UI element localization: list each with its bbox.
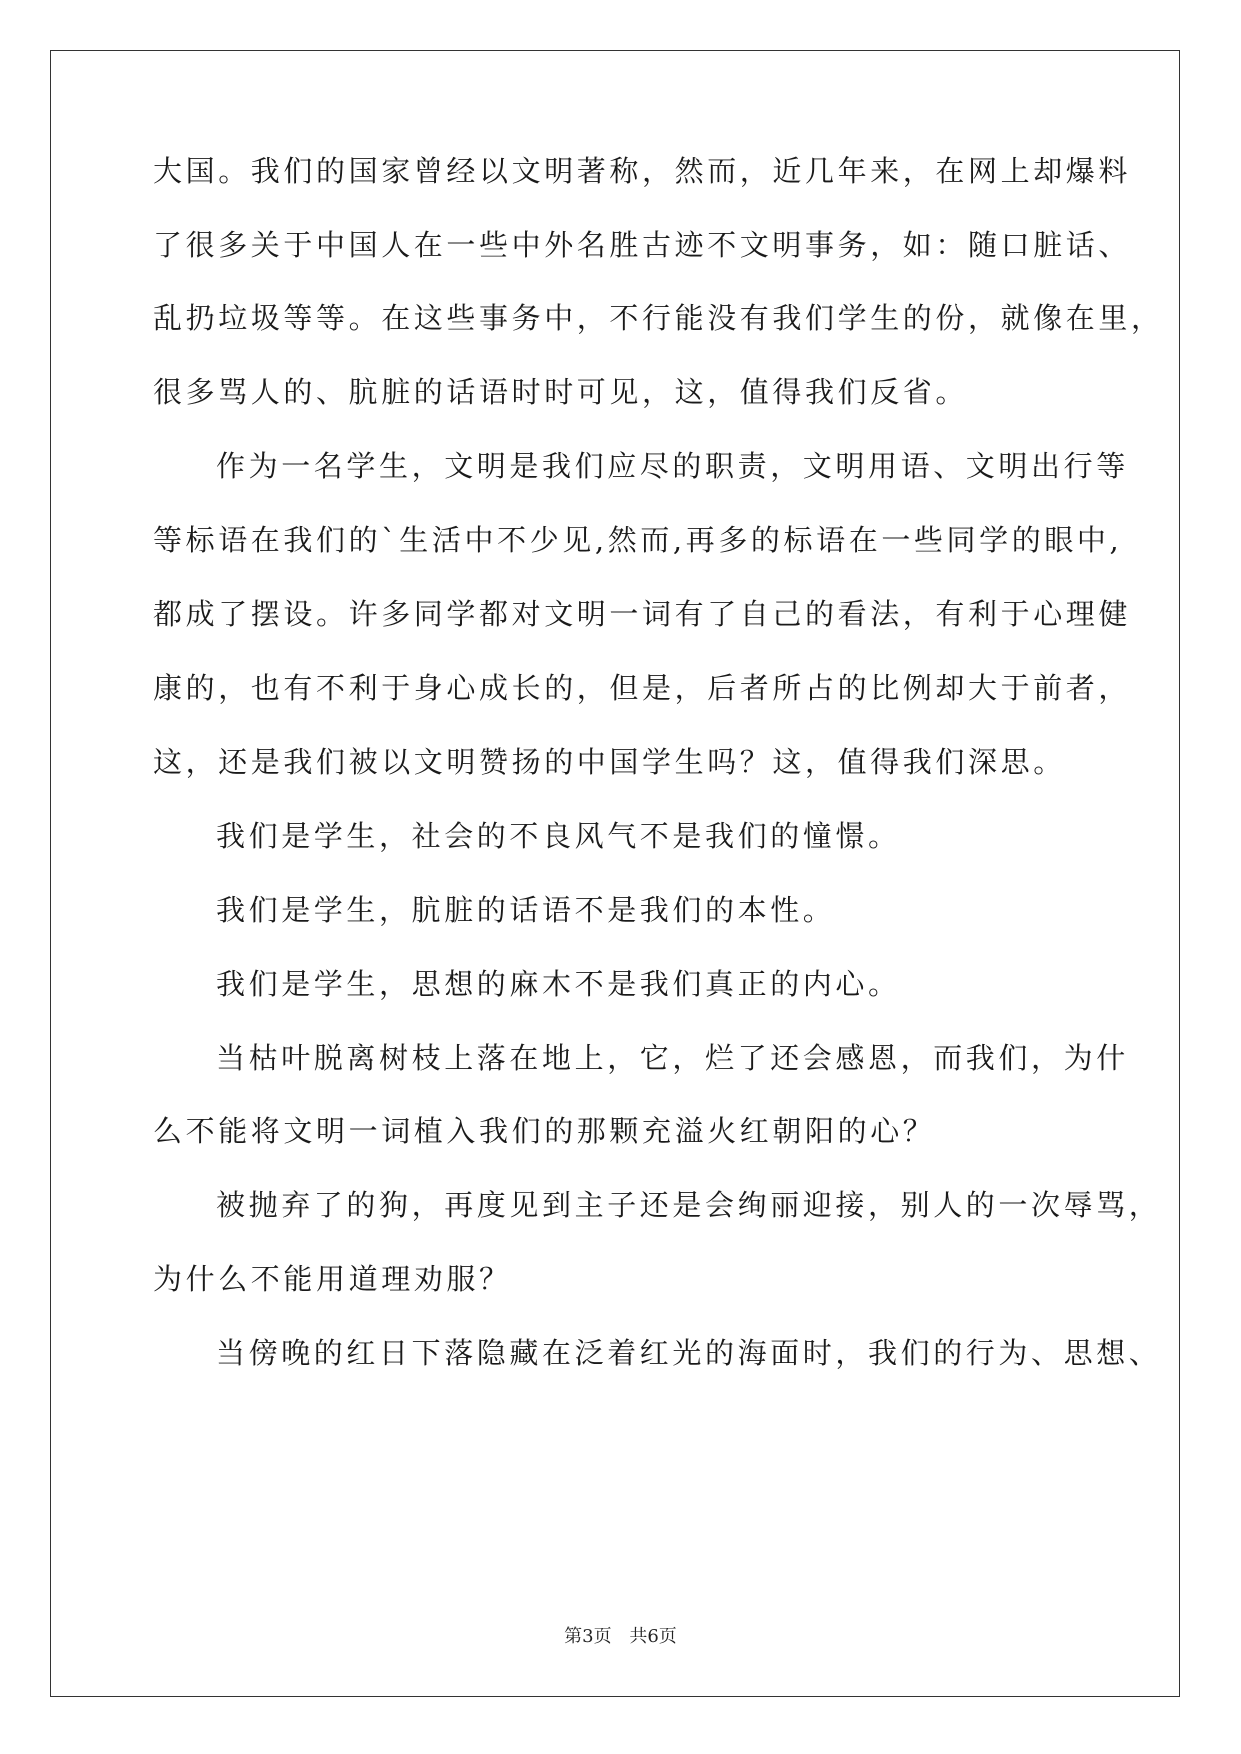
text-line: 乱扔垃圾等等。在这些事务中，不行能没有我们学生的份，就像在里，	[153, 301, 1164, 335]
text-line: 作为一名学生，文明是我们应尽的职责，文明用语、文明出行等	[216, 449, 1129, 483]
text-line: 大国。我们的国家曾经以文明著称，然而，近几年来，在网上却爆料	[153, 154, 1132, 188]
text-line: 等标语在我们的`生活中不少见,然而,再多的标语在一些同学的眼中,	[153, 523, 1123, 557]
page-footer	[0, 1622, 1241, 1648]
page-number-current: 第3页	[564, 1626, 612, 1647]
page-number-total: 共6页	[629, 1626, 677, 1647]
text-line: 都成了摆设。许多同学都对文明一词有了自己的看法，有利于心理健	[153, 597, 1132, 631]
text-line: 我们是学生，肮脏的话语不是我们的本性。	[216, 893, 836, 927]
text-line: 康的，也有不利于身心成长的，但是，后者所占的比例却大于前者，	[153, 671, 1132, 705]
text-line: 当傍晚的红日下落隐藏在泛着红光的海面时，我们的行为、思想、	[216, 1336, 1162, 1370]
text-line: 我们是学生，思想的麻木不是我们真正的内心。	[216, 967, 901, 1001]
text-line: 这，还是我们被以文明赞扬的中国学生吗？这，值得我们深思。	[153, 745, 1066, 779]
text-line: 被抛弃了的狗，再度见到主子还是会绚丽迎接，别人的一次辱骂，	[216, 1188, 1162, 1222]
text-line: 很多骂人的、肮脏的话语时时可见，这，值得我们反省。	[153, 375, 969, 409]
text-line: 当枯叶脱离树枝上落在地上，它，烂了还会感恩，而我们，为什	[216, 1041, 1129, 1075]
text-line: 我们是学生，社会的不良风气不是我们的憧憬。	[216, 819, 901, 853]
text-line: 为什么不能用道理劝服？	[153, 1262, 512, 1296]
text-line: 了很多关于中国人在一些中外名胜古迹不文明事务，如：随口脏话、	[153, 228, 1132, 262]
text-line: 么不能将文明一词植入我们的那颗充溢火红朝阳的心？	[153, 1114, 936, 1148]
